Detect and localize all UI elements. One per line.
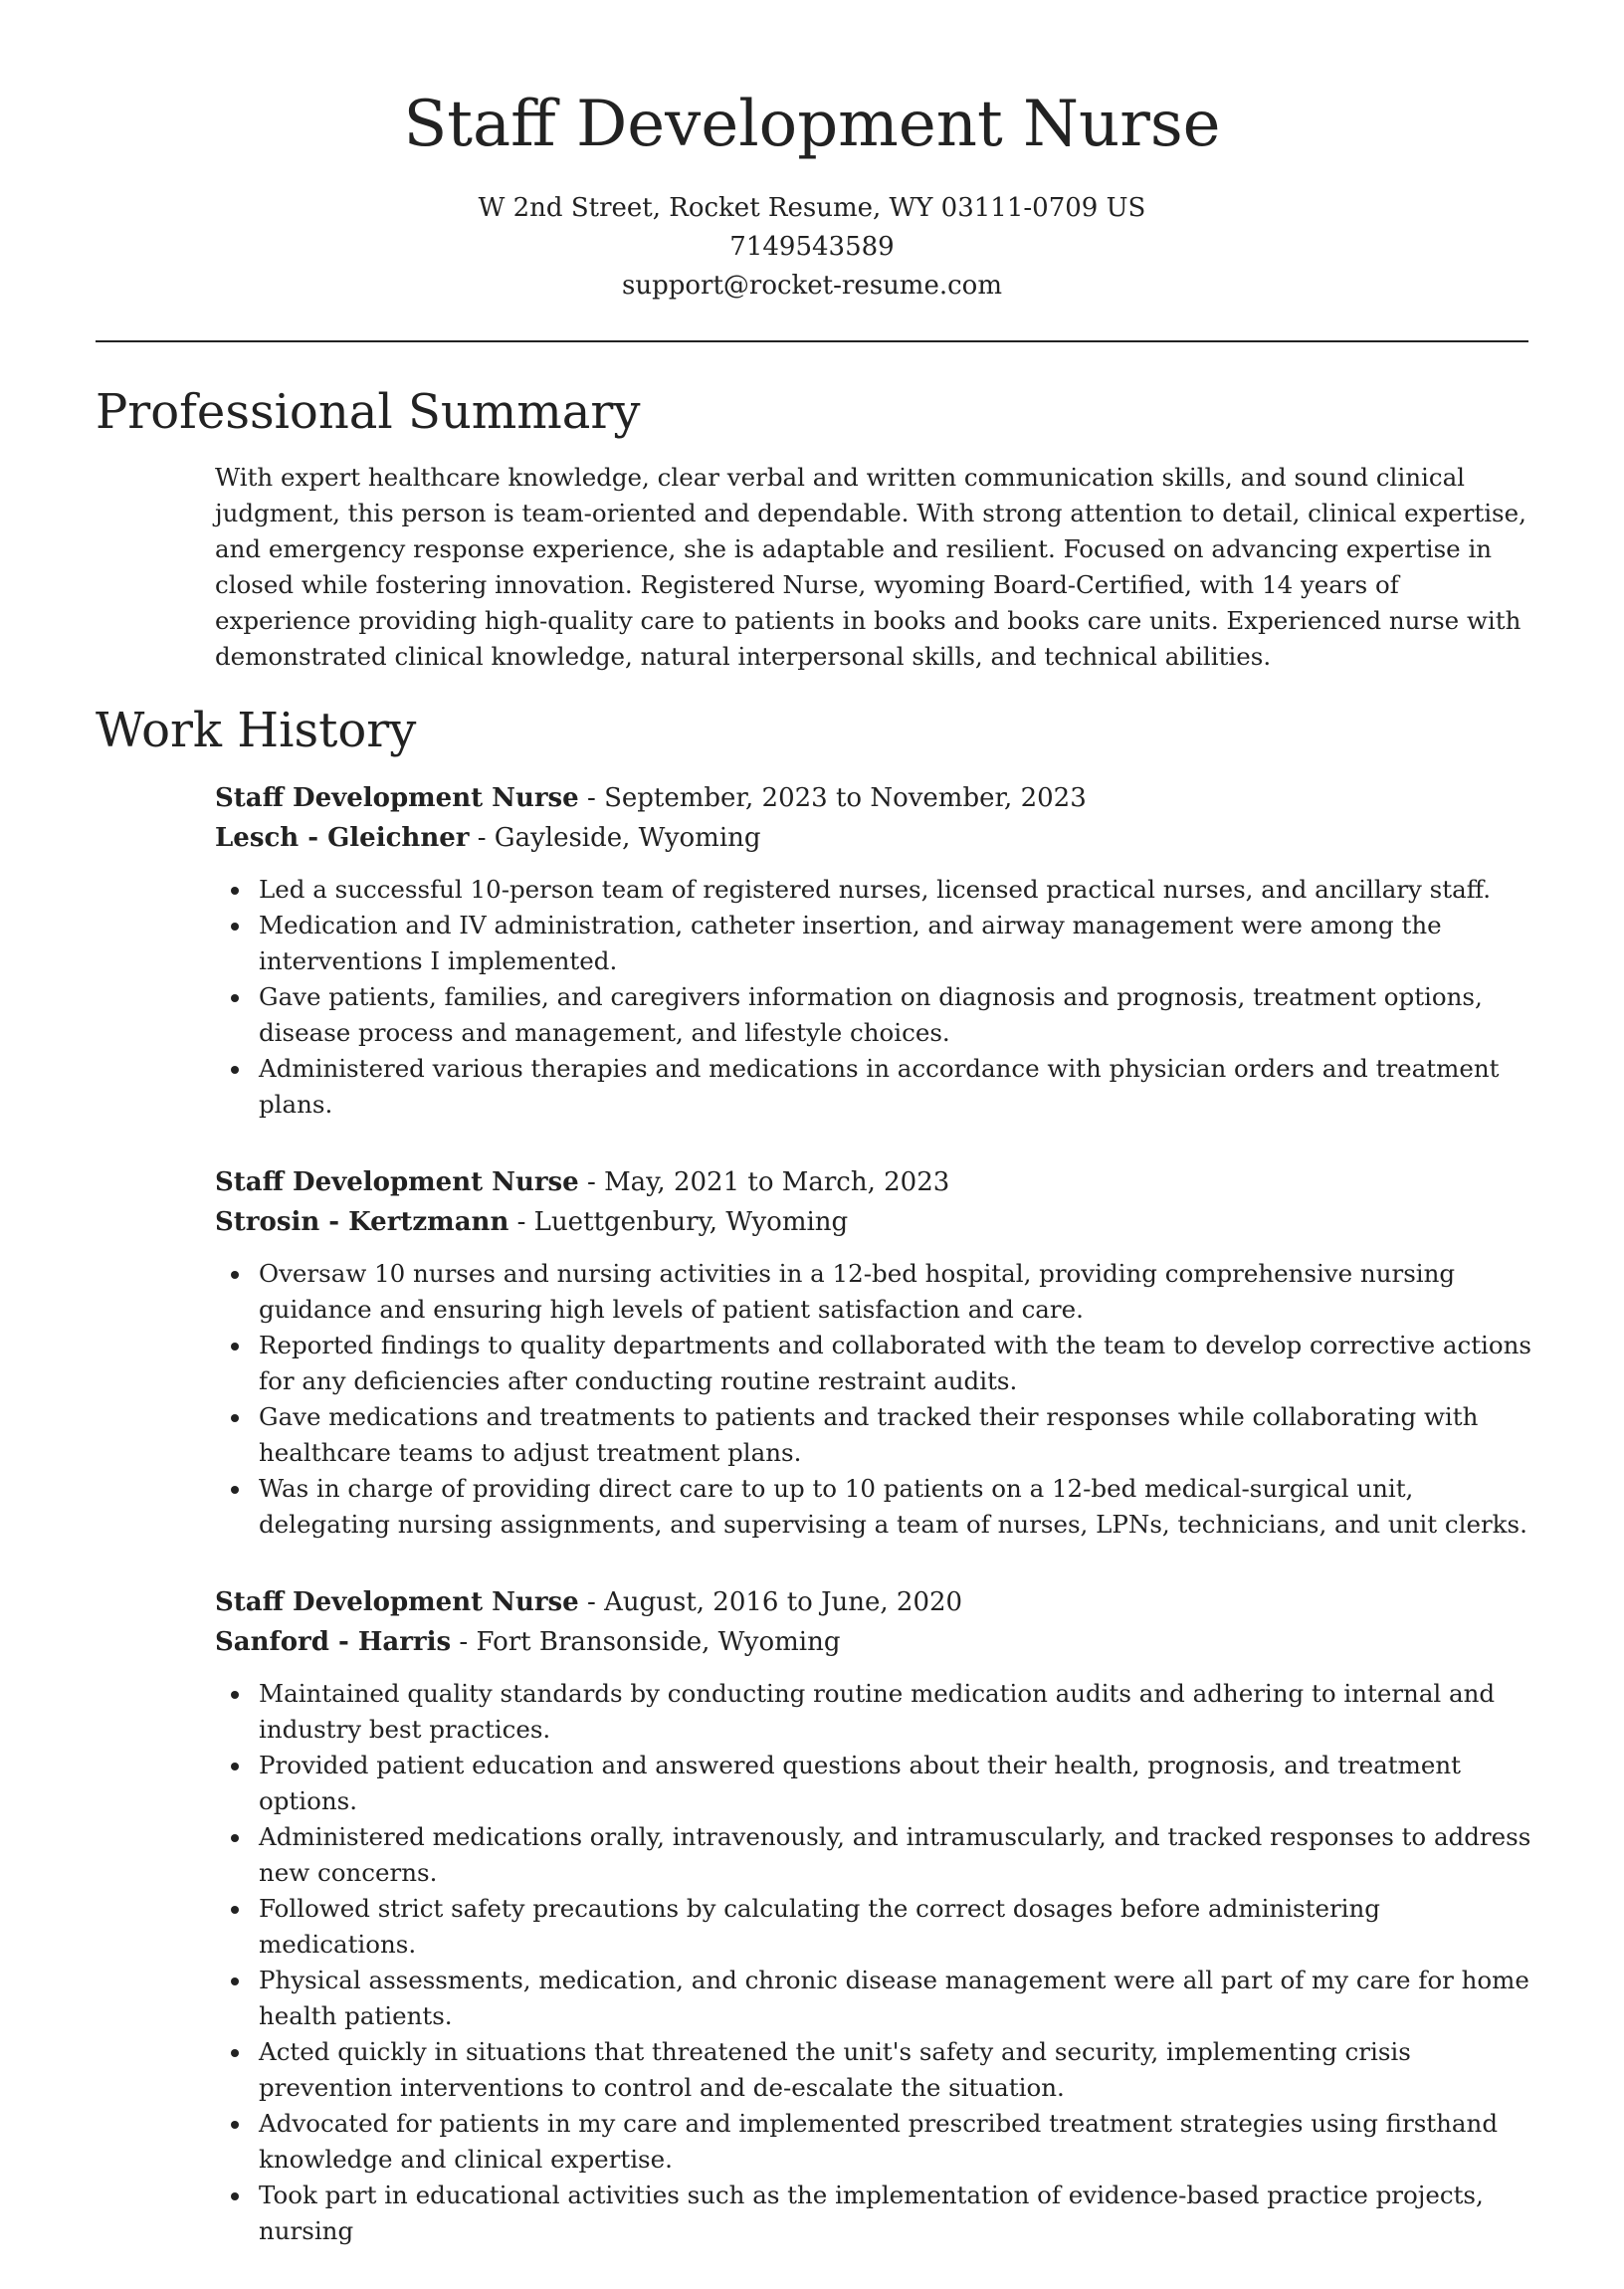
job-location: Luettgenbury, Wyoming [533, 1207, 849, 1237]
job-location: Gayleside, Wyoming [494, 823, 761, 853]
contact-address: W 2nd Street, Rocket Resume, WY 03111-0709 US [478, 193, 1146, 223]
job-employer-line: Strosin - Kertzmann - Luettgenbury, Wyoming [215, 1207, 849, 1237]
bullet-item: Gave medications and treatments to patients and tracked their responses while collaborating with healthcare teams to adjust treatment plans. [259, 1399, 1533, 1471]
summary-text: With expert healthcare knowledge, clear verbal and written communication skills, and sound clinical judgment, this person is team-oriented and dependable. With strong attention to detail, clinical expertise, and emergency response experience, she is adaptable and resilient. Focused on advancing expertise in closed while fostering innovation. Registered Nurse, wyoming Board-Certified, with 14 years of experience providing high-quality care to patients in books and books care units. Experienced nurse with demonstrated clinical knowledge, natural interpersonal skills, and technical abilities. [215, 463, 1526, 671]
bullet-item: Gave patients, families, and caregivers information on diagnosis and prognosis, treatment options, disease process and management, and lifestyle choices. [259, 979, 1533, 1051]
bullet-item: Took part in educational activities such as the implementation of evidence-based practice projects, nursing [259, 2178, 1533, 2249]
bullet-item: Medication and IV administration, catheter insertion, and airway management were among the interventions I implemented. [259, 908, 1533, 979]
job-title: Staff Development Nurse [215, 1167, 579, 1197]
job-bullets [215, 872, 1533, 1123]
job-employer: Lesch - Gleichner [215, 823, 470, 853]
bullet-item: Oversaw 10 nurses and nursing activities in a 12-bed hospital, providing comprehensive nursing guidance and ensuring high levels of patient satisfaction and care. [259, 1256, 1533, 1328]
job-bullets [215, 1676, 1533, 2249]
bullet-item: Was in charge of providing direct care to up to 10 patients on a 12-bed medical-surgical unit, delegating nursing assignments, and supervising a team of nurses, LPNs, technicians, and unit clerks. [259, 1471, 1533, 1543]
contact-block [96, 189, 1528, 306]
work-history-list [215, 778, 1533, 2289]
bullet-item: Reported findings to quality departments and collaborated with the team to develop corrective actions for any deficiencies after conducting routine restraint audits. [259, 1328, 1533, 1399]
contact-phone: 7149543589 [729, 232, 895, 262]
contact-email: support@rocket-resume.com [621, 271, 1002, 301]
job-title: Staff Development Nurse [215, 783, 579, 813]
job-entry [215, 778, 1533, 1123]
bullet-item: Maintained quality standards by conducting routine medication audits and adhering to internal and industry best practices. [259, 1676, 1533, 1748]
job-employer-line: Lesch - Gleichner - Gayleside, Wyoming [215, 823, 761, 853]
job-title-line: Staff Development Nurse - September, 2023 to November, 2023 [215, 783, 1087, 813]
bullet-item: Provided patient education and answered questions about their health, prognosis, and treatment options. [259, 1748, 1533, 1819]
job-dates: September, 2023 to November, 2023 [604, 783, 1087, 813]
work-history-heading: Work History [96, 703, 417, 758]
summary-heading: Professional Summary [96, 384, 641, 440]
bullet-item: Acted quickly in situations that threatened the unit's safety and security, implementing crisis prevention interventions to control and de-escalate the situation. [259, 2034, 1533, 2106]
bullet-item: Administered medications orally, intravenously, and intramuscularly, and tracked responses to address new concerns. [259, 1819, 1533, 1891]
bullet-item: Led a successful 10-person team of registered nurses, licensed practical nurses, and ancillary staff. [259, 872, 1533, 908]
job-title: Staff Development Nurse [215, 1587, 579, 1617]
job-bullets [215, 1256, 1533, 1543]
resume-page [96, 0, 1531, 2245]
job-dates: May, 2021 to March, 2023 [604, 1167, 950, 1197]
bullet-item: Physical assessments, medication, and chronic disease management were all part of my care for home health patients. [259, 1963, 1533, 2034]
header-divider [96, 340, 1528, 342]
job-title-line: Staff Development Nurse - August, 2016 to June, 2020 [215, 1587, 963, 1617]
job-employer: Sanford - Harris [215, 1627, 452, 1657]
job-entry [215, 1582, 1533, 2249]
bullet-item: Administered various therapies and medications in accordance with physician orders and treatment plans. [259, 1051, 1533, 1123]
job-title-line: Staff Development Nurse - May, 2021 to March, 2023 [215, 1167, 950, 1197]
job-dates: August, 2016 to June, 2020 [604, 1587, 963, 1617]
candidate-name: Staff Development Nurse [403, 88, 1221, 161]
bullet-item: Followed strict safety precautions by calculating the correct dosages before administering medications. [259, 1891, 1533, 1963]
job-location: Fort Bransonside, Wyoming [476, 1627, 841, 1657]
job-employer: Strosin - Kertzmann [215, 1207, 509, 1237]
bullet-item: Advocated for patients in my care and implemented prescribed treatment strategies using firsthand knowledge and clinical expertise. [259, 2106, 1533, 2178]
job-entry [215, 1162, 1533, 1543]
job-employer-line: Sanford - Harris - Fort Bransonside, Wyoming [215, 1627, 841, 1657]
